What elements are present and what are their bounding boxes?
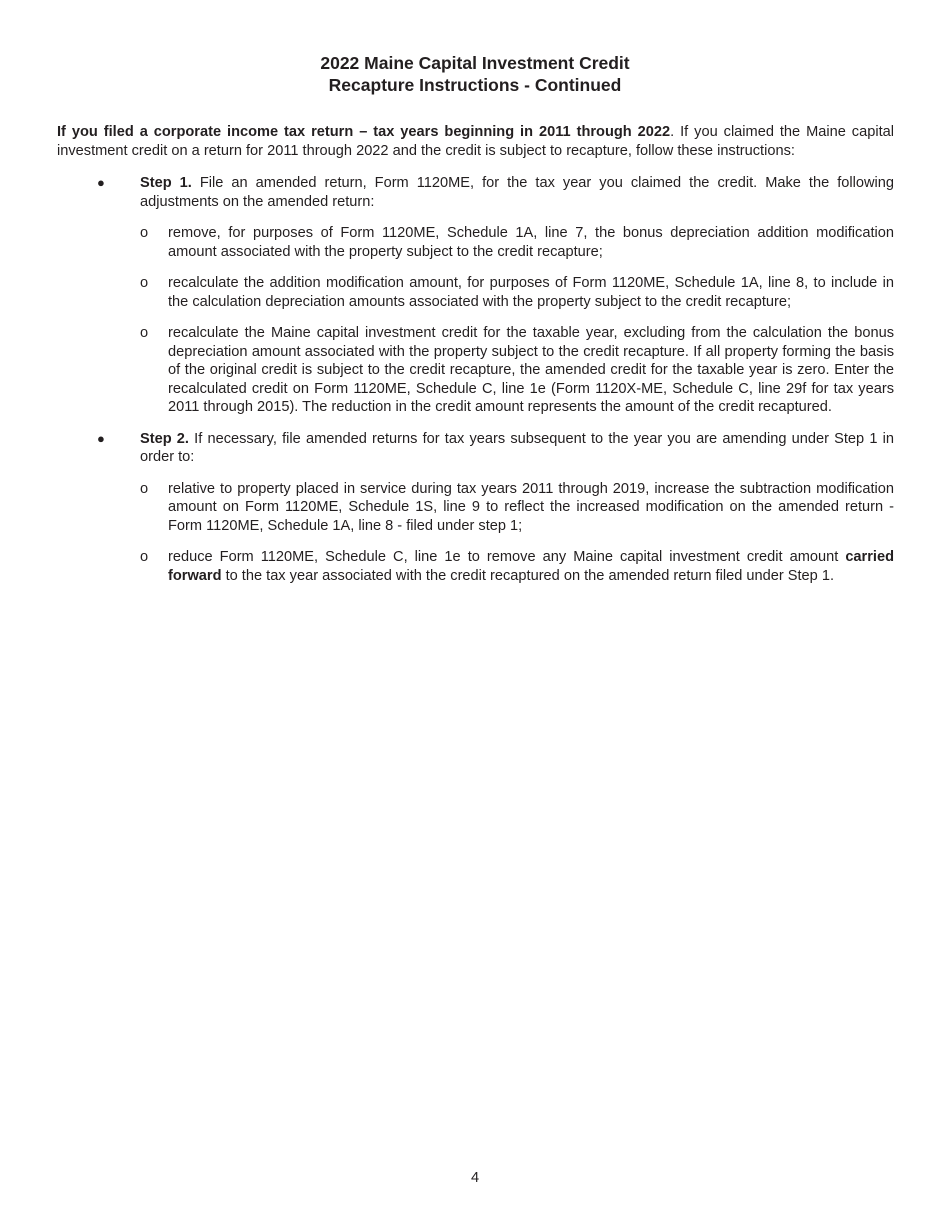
list-item [140, 224, 894, 261]
step-2-label: Step 2. [140, 430, 189, 447]
title-line-1: 2022 Maine Capital Investment Credit [320, 53, 630, 73]
step-1 [57, 174, 894, 417]
sub-bullet-icon: o [140, 480, 149, 497]
steps-list [57, 174, 894, 598]
step-1-text [140, 174, 894, 211]
step-1-subitems [140, 224, 894, 417]
step-2-description: If necessary, file amended returns for tax years subsequent to the year you are amending under Step 1 in order to: [140, 430, 894, 465]
list-item-text-start: reduce Form 1120ME, Schedule C, line 1e to remove any Maine capital investment credit amount [168, 549, 846, 565]
title-line-2: Recapture Instructions - Continued [328, 75, 622, 95]
list-item [140, 480, 894, 536]
sub-bullet-icon: o [140, 325, 149, 341]
sub-bullet-icon: o [140, 275, 149, 291]
intro-bold-heading: If you filed a corporate income tax return – tax years beginning in 2011 through 2022 [57, 124, 671, 140]
list-item-text: remove, for purposes of Form 1120ME, Schedule 1A, line 7, the bonus depreciation addition modification amount associated with the property subject to the credit recapture; [168, 225, 894, 260]
bullet-icon: ● [97, 430, 105, 446]
intro-paragraph [57, 123, 894, 160]
page-title [0, 52, 950, 96]
list-item [140, 274, 894, 311]
list-item-text: relative to property placed in service during tax years 2011 through 2019, increase the subtraction modification amount on Form 1120ME, Schedule 1S, line 9 to reflect the increased modification on the amended return - Form 1120ME, Schedule 1A, line 8 - filed under step 1; [168, 480, 894, 534]
list-item-text: recalculate the Maine capital investment credit for the taxable year, excluding from the calculation the bonus depreciation amount associated with the property subject to the credit recapture. If all property forming the basis of the original credit is subject to the credit recapture, the amended credit for the taxable year is zero. Enter the recalculated credit on Form 1120ME, Schedule C, line 1e (Form 1120X-ME, Schedule C, line 29f for tax years 2011 through 2015). The reduction in the credit amount represents the amount of the credit recaptured. [168, 325, 894, 415]
step-1-description: File an amended return, Form 1120ME, for the tax year you claimed the credit. Make the following adjustments on the amended return: [140, 175, 894, 210]
step-2-subitems [140, 480, 894, 586]
bullet-icon: ● [97, 175, 105, 190]
sub-bullet-icon: o [140, 225, 149, 241]
page-number: 4 [470, 1170, 480, 1186]
list-item-text [168, 549, 894, 584]
list-item-text: recalculate the addition modification amount, for purposes of Form 1120ME, Schedule 1A, line 8, to include in the calculation depreciation amounts associated with the property subject to the credit recapture; [168, 275, 894, 310]
step-1-label: Step 1. [140, 175, 192, 191]
step-2-text [140, 430, 894, 467]
list-item [140, 548, 894, 585]
list-item [140, 324, 894, 417]
list-item-text-end: to the tax year associated with the credit recaptured on the amended return filed under Step 1. [221, 567, 835, 584]
sub-bullet-icon: o [140, 549, 149, 565]
intro-text: . If you claimed the Maine capital investment credit on a return for 2011 through 2022 and the credit is subject to recapture, follow these instructions: [57, 124, 894, 159]
carried-forward-emphasis: carried forward [168, 549, 894, 584]
step-2 [57, 430, 894, 586]
